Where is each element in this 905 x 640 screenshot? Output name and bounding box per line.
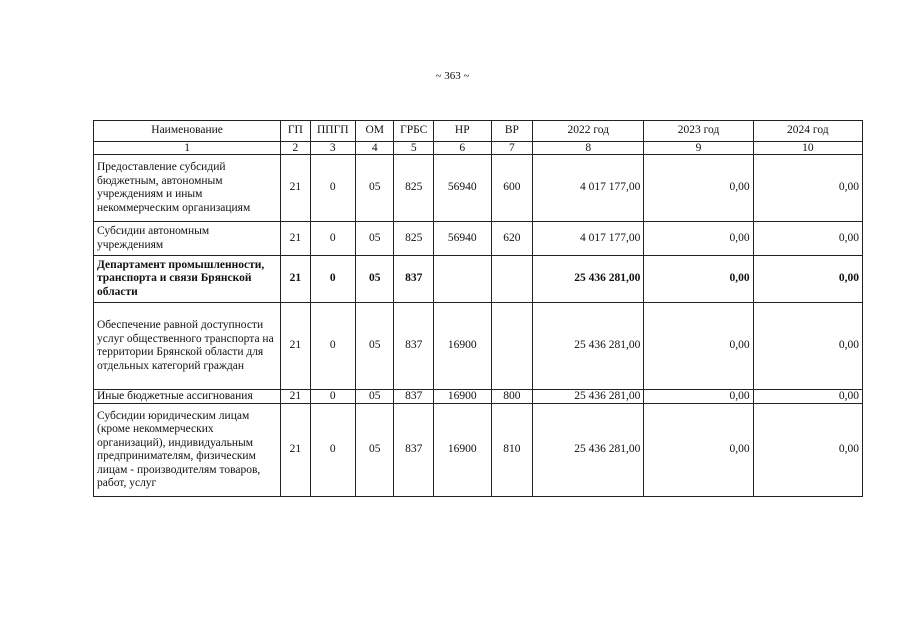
cell-gp: 21 (281, 404, 310, 497)
cell-2024: 0,00 (753, 303, 862, 390)
column-number: 2 (281, 142, 310, 155)
row-name: Обеспечение равной доступности услуг общественного транспорта на территории Брянской области для отдельных категорий граждан (94, 303, 281, 390)
cell-om: 05 (356, 303, 394, 390)
header-grbs: ГРБС (394, 121, 433, 142)
cell-om: 05 (356, 222, 394, 256)
cell-om: 05 (356, 155, 394, 222)
cell-vr (491, 256, 532, 303)
cell-nr: 56940 (433, 155, 491, 222)
cell-nr: 16900 (433, 390, 491, 404)
cell-2024: 0,00 (753, 256, 862, 303)
header-name: Наименование (94, 121, 281, 142)
row-name: Департамент промышленности, транспорта и связи Брянской области (94, 256, 281, 303)
cell-vr: 800 (491, 390, 532, 404)
cell-nr: 56940 (433, 222, 491, 256)
table-row (94, 256, 863, 303)
cell-om: 05 (356, 390, 394, 404)
header-2024: 2024 год (753, 121, 862, 142)
cell-gp: 21 (281, 303, 310, 390)
cell-ppgp: 0 (310, 256, 356, 303)
column-number: 9 (644, 142, 753, 155)
row-name: Субсидии автономным учреждениям (94, 222, 281, 256)
cell-ppgp: 0 (310, 155, 356, 222)
cell-grbs: 837 (394, 404, 433, 497)
cell-nr (433, 256, 491, 303)
cell-2023: 0,00 (644, 155, 753, 222)
cell-vr: 620 (491, 222, 532, 256)
cell-2022: 25 436 281,00 (533, 256, 644, 303)
cell-ppgp: 0 (310, 303, 356, 390)
budget-table (93, 120, 863, 497)
cell-nr: 16900 (433, 404, 491, 497)
cell-2024: 0,00 (753, 155, 862, 222)
cell-2023: 0,00 (644, 404, 753, 497)
cell-ppgp: 0 (310, 222, 356, 256)
header-nr: НР (433, 121, 491, 142)
column-number: 8 (533, 142, 644, 155)
cell-2022: 25 436 281,00 (533, 404, 644, 497)
table-row (94, 303, 863, 390)
cell-grbs: 837 (394, 390, 433, 404)
cell-2024: 0,00 (753, 390, 862, 404)
cell-2022: 25 436 281,00 (533, 390, 644, 404)
cell-vr: 600 (491, 155, 532, 222)
cell-vr: 810 (491, 404, 532, 497)
cell-2024: 0,00 (753, 222, 862, 256)
cell-2023: 0,00 (644, 222, 753, 256)
cell-grbs: 837 (394, 303, 433, 390)
cell-2023: 0,00 (644, 256, 753, 303)
cell-2024: 0,00 (753, 404, 862, 497)
table-row (94, 222, 863, 256)
cell-gp: 21 (281, 155, 310, 222)
cell-2023: 0,00 (644, 303, 753, 390)
table-row (94, 404, 863, 497)
page-number: ~ 363 ~ (435, 70, 470, 82)
cell-gp: 21 (281, 390, 310, 404)
column-number: 3 (310, 142, 356, 155)
cell-gp: 21 (281, 222, 310, 256)
column-number: 6 (433, 142, 491, 155)
cell-2022: 4 017 177,00 (533, 155, 644, 222)
cell-grbs: 837 (394, 256, 433, 303)
column-number: 1 (94, 142, 281, 155)
column-number-row (94, 142, 863, 155)
cell-nr: 16900 (433, 303, 491, 390)
cell-2022: 25 436 281,00 (533, 303, 644, 390)
cell-grbs: 825 (394, 222, 433, 256)
row-name: Предоставление субсидий бюджетным, автономным учреждениям и иным некоммерческим организациям (94, 155, 281, 222)
cell-vr (491, 303, 532, 390)
cell-ppgp: 0 (310, 404, 356, 497)
header-2022: 2022 год (533, 121, 644, 142)
table-row (94, 155, 863, 222)
cell-grbs: 825 (394, 155, 433, 222)
table-row (94, 390, 863, 404)
cell-om: 05 (356, 404, 394, 497)
cell-ppgp: 0 (310, 390, 356, 404)
cell-2022: 4 017 177,00 (533, 222, 644, 256)
column-number: 4 (356, 142, 394, 155)
cell-2023: 0,00 (644, 390, 753, 404)
column-number: 5 (394, 142, 433, 155)
header-2023: 2023 год (644, 121, 753, 142)
row-name: Иные бюджетные ассигнования (94, 390, 281, 404)
column-number: 10 (753, 142, 862, 155)
header-gp: ГП (281, 121, 310, 142)
header-ppgp: ППГП (310, 121, 356, 142)
column-number: 7 (491, 142, 532, 155)
cell-gp: 21 (281, 256, 310, 303)
cell-om: 05 (356, 256, 394, 303)
row-name: Субсидии юридическим лицам (кроме некоммерческих организаций), индивидуальным предпринимателям, физическим лицам - производителям товаров, работ, услуг (94, 404, 281, 497)
header-vr: ВР (491, 121, 532, 142)
header-om: ОМ (356, 121, 394, 142)
table-header-row (94, 121, 863, 142)
